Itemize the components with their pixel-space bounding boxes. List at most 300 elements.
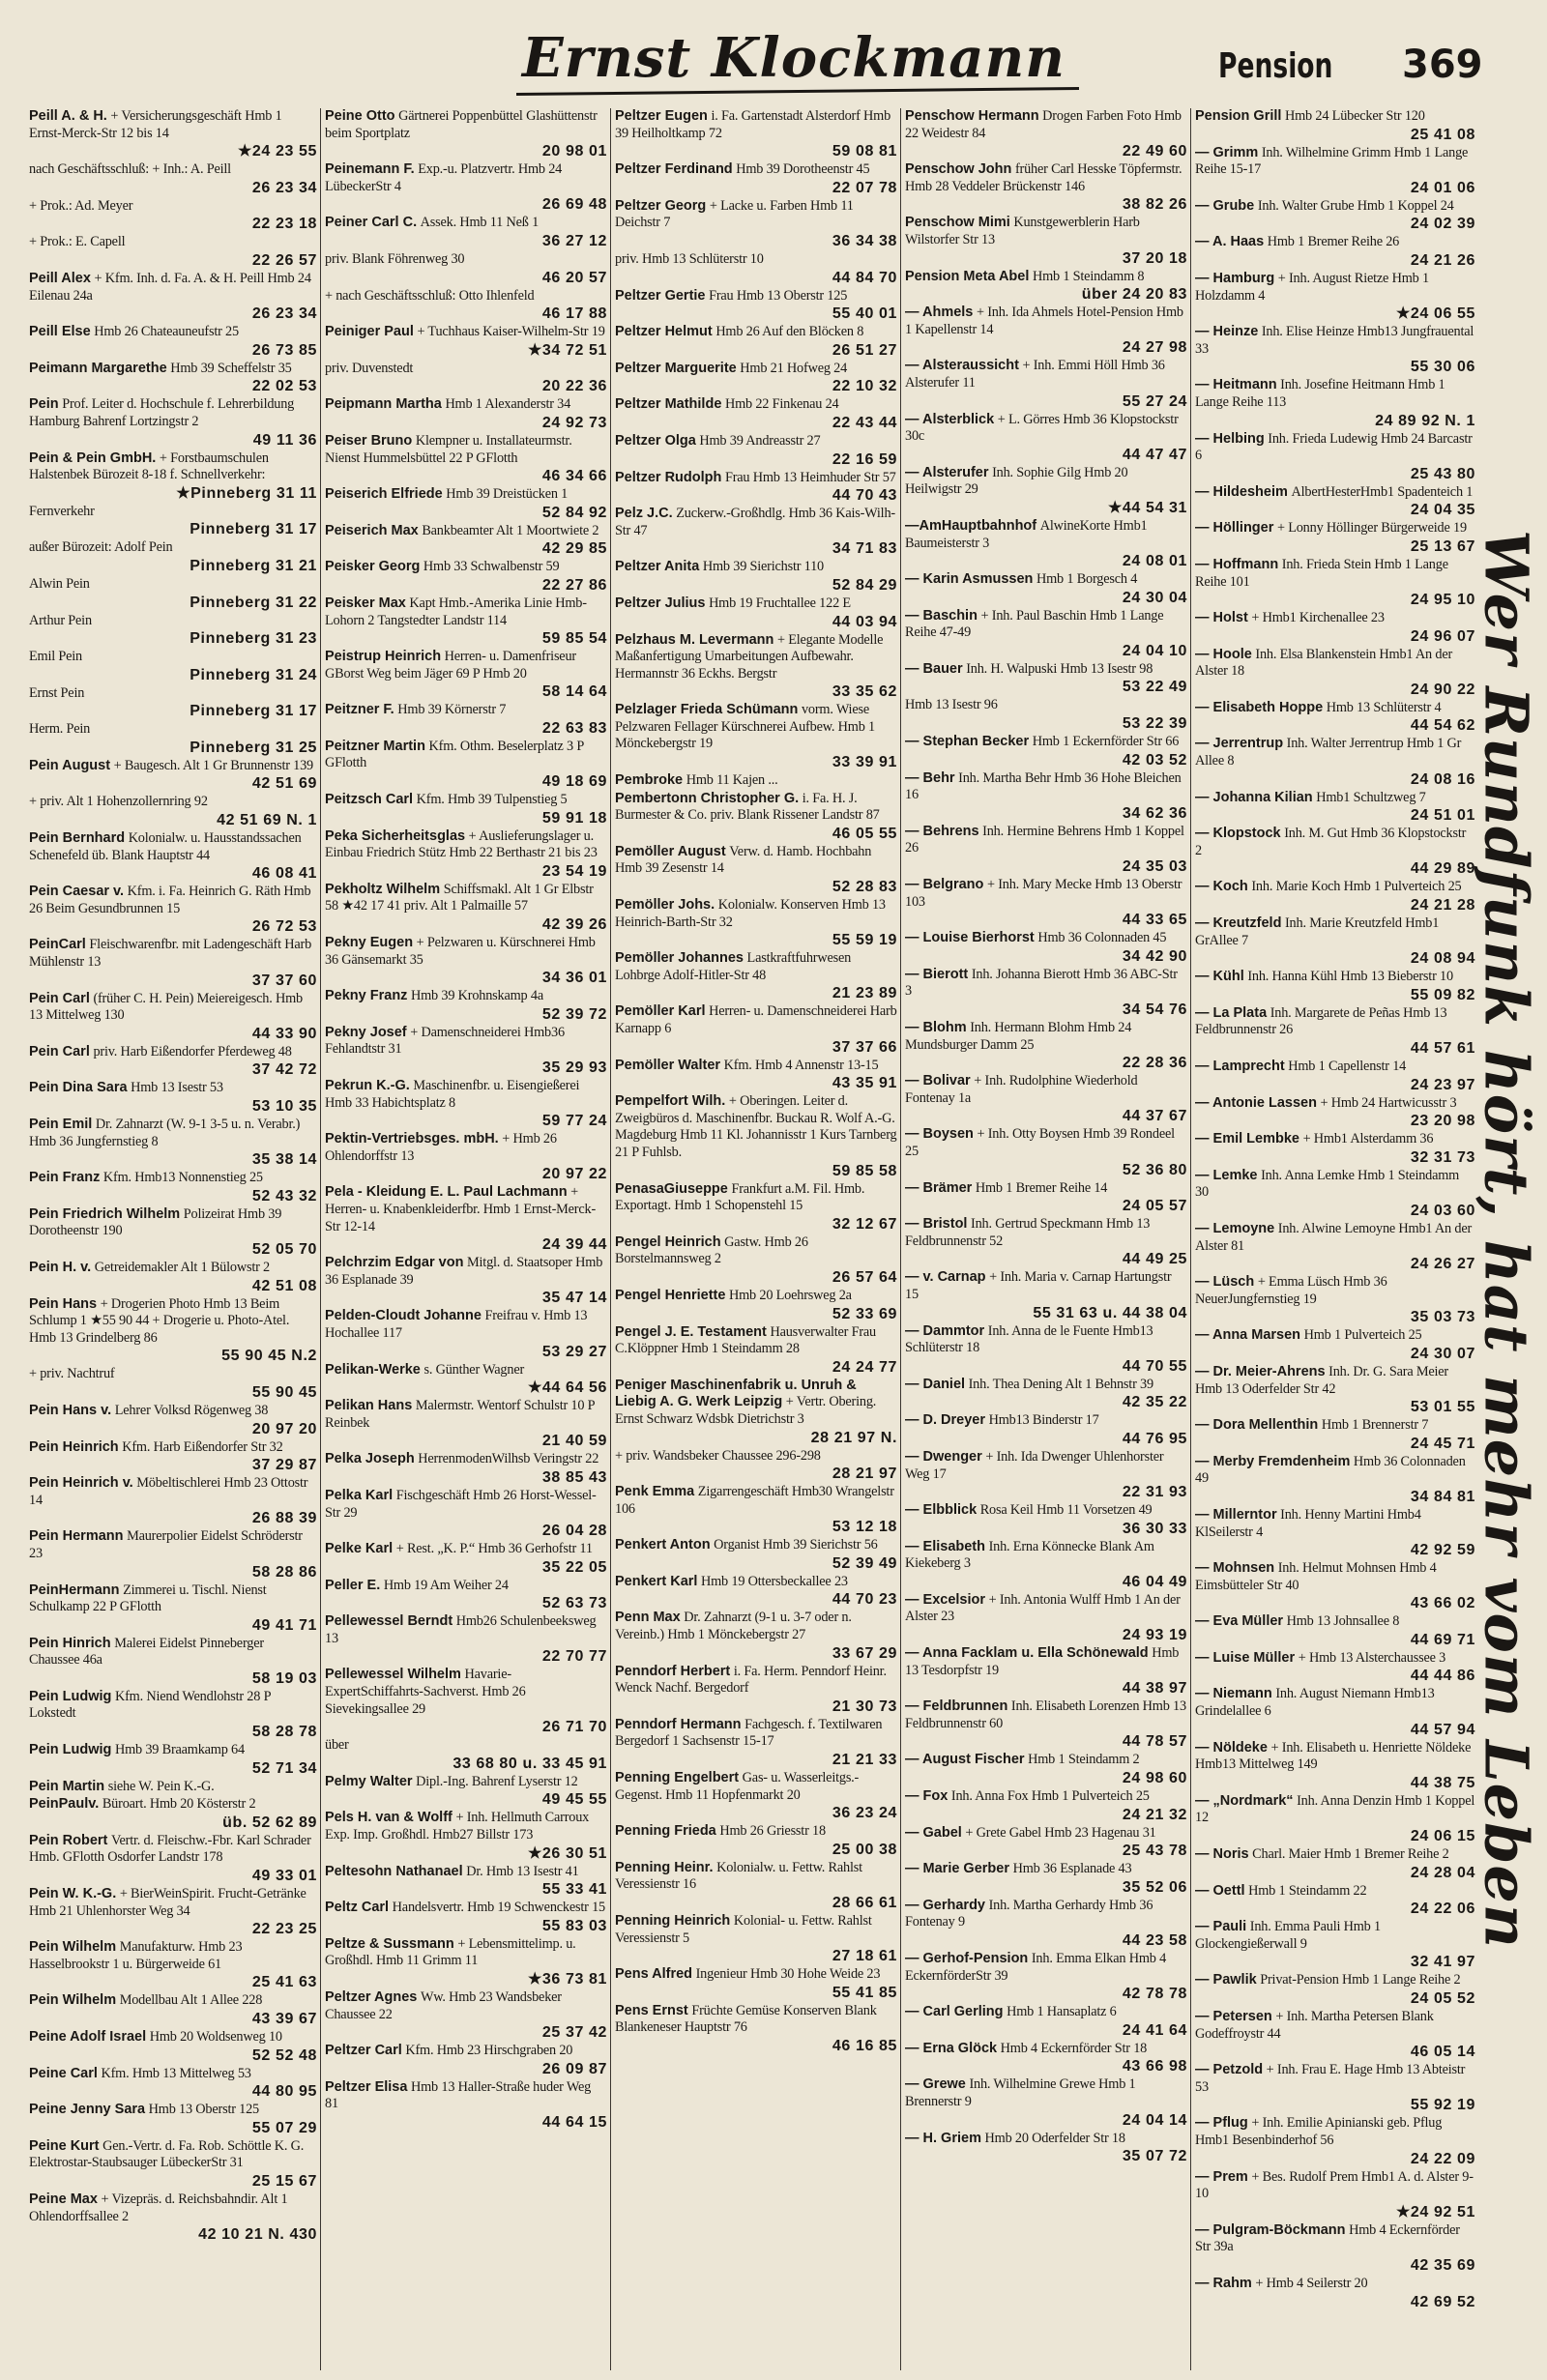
entry-name: Peitzner F.: [325, 702, 394, 718]
entry-name: Pein Heinrich: [29, 1438, 119, 1455]
entry-line: [325, 433, 607, 467]
entry-line: [1195, 520, 1475, 537]
directory-entry: [29, 1296, 317, 1366]
directory-entry: [29, 1742, 317, 1778]
entry-details: Dr. Zahnarzt (9-1 u. 3-7 oder n. Vereinb.) Hmb 1 Mönckebergstr 27: [615, 1610, 852, 1643]
entry-details: Inh. Dr. G. Sara Meier Hmb 13 Oderfelder Str 42: [1195, 1363, 1448, 1397]
directory-entry: [615, 897, 897, 949]
entry-details: Hmb 19 Fruchtallee 122 E: [709, 595, 851, 611]
entry-phone: 25 13 67: [1410, 537, 1475, 555]
entry-name: — Gerhardy: [905, 1897, 985, 1913]
entry-phone: 20 22 36: [541, 378, 607, 395]
directory-entry: [1195, 1686, 1475, 1738]
directory-entry: [1195, 1740, 1475, 1792]
entry-phone: 23 20 98: [1410, 1113, 1475, 1130]
entry-details: Gas- u. Wasserleitgs.-Gegenst. Hmb 11 Hopfenmarkt 20: [615, 1770, 860, 1803]
entry-phone: üb. 52 62 89: [222, 1814, 317, 1831]
entry-phone: ★26 30 51: [527, 1844, 607, 1862]
entry-phone: 43 66 98: [1122, 2058, 1187, 2075]
entry-name: — Pflug: [1195, 2115, 1248, 2132]
entry-details: Handelsvertr. Hmb 19 Schwenckestr 15: [392, 1900, 605, 1916]
entry-line: [1195, 324, 1475, 358]
entry-details: + Prok.: Ad. Meyer: [29, 197, 133, 214]
entry-phone: 26 09 87: [541, 2060, 607, 2077]
entry-line: [325, 1989, 607, 2023]
entry-name: Pein Robert: [29, 1832, 108, 1848]
entry-name: — Pawlik: [1195, 1972, 1257, 1988]
entry-details: + Inh. Ida Ahmels Hotel-Pension Hmb 1 Kapellenstr 14: [905, 305, 1183, 337]
entry-name: Pekny Eugen: [325, 935, 414, 951]
entry-name: — Hoffmann: [1195, 556, 1279, 572]
entry-phone: Pinneberg 31 21: [190, 557, 317, 574]
directory-entry: [29, 108, 317, 160]
entry-name: Pein Martin: [29, 1778, 105, 1794]
entry-details: + Elegante Modelle Maßanfertigung Umarbeitungen Aufbewahr. Hermannstr 36 Eckhs. Bergstr: [615, 631, 884, 682]
directory-entry: [615, 2003, 897, 2055]
directory-entry: [615, 632, 897, 702]
entry-name: Pemöller Johannes: [615, 950, 744, 967]
entry-line: [1195, 879, 1475, 896]
entry-phone: 33 67 29: [832, 1644, 897, 1662]
entry-phone: 24 28 04: [1410, 1864, 1475, 1881]
directory-entry: [1195, 969, 1475, 1004]
entry-phone: 44 57 94: [1410, 1721, 1475, 1738]
entry-name: Pelke Karl: [325, 1541, 394, 1557]
entry-name: Penndorf Herbert: [615, 1663, 731, 1679]
entry-name: Peisker Georg: [325, 559, 421, 575]
entry-phone: 24 06 15: [1410, 1828, 1475, 1845]
entry-line: [615, 1003, 897, 1037]
entry-details: Hausverwalter Frau C.Klöppner Hmb 1 Steindamm 28: [615, 1323, 876, 1357]
entry-line: [905, 1898, 1187, 1931]
entry-details: (früher C. H. Pein) Meiereigesch. Hmb 13 Mittelweg 130: [29, 990, 303, 1024]
directory-entry: [615, 1717, 897, 1769]
entry-name: — Baschin: [905, 607, 978, 624]
entry-name: Peiserich Elfriede: [325, 486, 443, 503]
directory-entry: [905, 1752, 1187, 1787]
entry-details: + Hmb 24 Hartwicusstr 3: [1320, 1094, 1457, 1111]
entry-phone: 44 33 90: [251, 1025, 317, 1042]
entry-phone: 44 64 15: [541, 2113, 607, 2131]
directory-entry: [29, 576, 317, 612]
directory-entry: [29, 991, 317, 1043]
entry-details: Inh. Sophie Gilg Hmb 20 Heilwigstr 29: [905, 464, 1128, 498]
entry-phone: 43 35 91: [832, 1075, 897, 1092]
entry-phone: 25 43 80: [1410, 465, 1475, 482]
entry-name: Pemöller Karl: [615, 1003, 706, 1020]
entry-phone: 25 00 38: [832, 1841, 897, 1858]
entry-phone: 53 22 39: [1122, 715, 1187, 733]
entry-details: + Versicherungsgeschäft Hmb 1 Ernst-Merck-Str 12 bis 14: [29, 108, 282, 141]
entry-details: Hmb 1 Brennerstr 7: [1321, 1417, 1429, 1434]
directory-entry: [905, 1216, 1187, 1268]
entry-name: Peill Alex: [29, 270, 91, 286]
directory-entry: [1195, 145, 1475, 197]
entry-line: [1195, 915, 1475, 949]
entry-phone: 23 54 19: [541, 862, 607, 880]
entry-phone: 49 33 01: [251, 1868, 317, 1885]
entry-phone: 55 92 19: [1410, 2097, 1475, 2114]
directory-entry: [615, 1574, 897, 1610]
entry-details: Kolonialw. u. Hausstandssachen Schenefeld üb. Blank Hauptstr 44: [29, 830, 302, 863]
directory-entry: [29, 1636, 317, 1688]
entry-details: Inh. Anna Lemke Hmb 1 Steindamm 30: [1195, 1167, 1460, 1201]
directory-entry: [905, 930, 1187, 966]
entry-name: Pemöller Walter: [615, 1057, 721, 1073]
directory-entry: [615, 1003, 897, 1056]
entry-phone: 20 97 20: [251, 1420, 317, 1437]
entry-details: Frau Hmb 13 Heimhuder Str 57: [724, 469, 896, 485]
entry-details: Frau Hmb 13 Oberstr 125: [709, 287, 848, 304]
entry-name: Pelz J.C.: [615, 506, 673, 522]
entry-phone: 58 28 86: [251, 1563, 317, 1581]
directory-entry: [905, 1180, 1187, 1216]
entry-name: Penk Emma: [615, 1484, 695, 1500]
entry-details: Vertr. d. Fleischw.-Fbr. Karl Schrader Hmb. GFlotth Osdorfer Landstr 178: [29, 1832, 311, 1866]
entry-name: Penning Frieda: [615, 1823, 716, 1840]
directory-entry: [1195, 736, 1475, 788]
entry-line: [325, 1936, 607, 1970]
entry-details: nach Geschäftsschluß: + Inh.: A. Peill: [29, 161, 231, 178]
entry-details: Hmb 1 Pulverteich 25: [1303, 1327, 1422, 1344]
entry-line: [905, 465, 1187, 499]
entry-line: [29, 396, 317, 430]
entry-name: Peimann Margarethe: [29, 360, 167, 376]
entry-phone: Pinneberg 31 17: [190, 521, 317, 538]
entry-phone: 46 17 88: [541, 305, 607, 323]
entry-details: Inh. Anna de le Fuente Hmb13 Schlüterstr 18: [905, 1322, 1153, 1356]
entry-line: [615, 1484, 897, 1518]
entry-details: Kfm. Hmb13 Nonnenstieg 25: [102, 1170, 263, 1186]
directory-entry: [1195, 1919, 1475, 1971]
directory-entry: [905, 734, 1187, 769]
directory-entry: [615, 1537, 897, 1573]
entry-name: — Heitmann: [1195, 377, 1277, 393]
directory-entry: [325, 882, 607, 934]
column-divider: [900, 108, 901, 2370]
entry-phone: 42 10 21 N. 430: [198, 2226, 317, 2244]
entry-line: [29, 450, 317, 484]
directory-entry: [29, 161, 317, 197]
entry-name: Pein Friedrich Wilhelm: [29, 1205, 181, 1222]
entry-name: Peipmann Martha: [325, 396, 442, 413]
entry-line: [29, 1403, 317, 1420]
directory-entry: [325, 396, 607, 432]
entry-phone: 24 45 71: [1410, 1435, 1475, 1452]
directory-column-3: [615, 108, 897, 2370]
entry-name: — Dwenger: [905, 1448, 982, 1465]
entry-phone: 55 59 19: [832, 932, 897, 949]
entry-phone: 22 28 36: [1122, 1055, 1187, 1072]
entry-name: — Alsterblick: [905, 411, 995, 427]
entry-name: Pein Hans v.: [29, 1402, 112, 1418]
directory-entry: [29, 1939, 317, 1991]
entry-details: Hmb 36 Esplanade 43: [1012, 1861, 1132, 1877]
entry-name: Peltzer Ferdinand: [615, 161, 733, 178]
entry-details: + Hmb 26 Ohlendorffstr 13: [325, 1131, 557, 1164]
entry-details: + Emma Lüsch Hmb 36 NeuerJungfernstieg 19: [1195, 1274, 1387, 1307]
entry-name: — Stephan Becker: [905, 734, 1030, 750]
directory-entry: [325, 1541, 607, 1577]
entry-phone: 22 43 44: [832, 414, 897, 431]
entry-details: Hmb 39 Andreasstr 27: [699, 432, 821, 449]
entry-phone: 58 28 78: [251, 1724, 317, 1741]
entry-details: Inh. Anna Fox Hmb 1 Pulverteich 25: [950, 1788, 1150, 1805]
entry-details: + L. Görres Hmb 36 Klopstockstr 30c: [905, 411, 1179, 445]
entry-name: — Grimm: [1195, 144, 1259, 160]
entry-phone: 53 22 49: [1122, 679, 1187, 696]
entry-line: [325, 1864, 607, 1881]
directory-entry: [325, 108, 607, 160]
entry-name: Pela - Kleidung E. L. Paul Lachmann: [325, 1184, 568, 1201]
entry-name: Peltzer Helmut: [615, 324, 713, 340]
entry-line: [325, 649, 607, 682]
directory-entry: [1195, 108, 1475, 144]
directory-entry: [615, 702, 897, 771]
entry-line: [1195, 1059, 1475, 1076]
entry-phone: 26 23 34: [251, 179, 317, 196]
entry-name: Pelzhaus M. Levermann: [615, 631, 774, 648]
directory-entry: [29, 539, 317, 575]
entry-phone: 24 35 03: [1122, 858, 1187, 876]
entry-phone: 32 31 73: [1410, 1148, 1475, 1166]
entry-phone: 24 96 07: [1410, 627, 1475, 645]
entry-details: + Baugesch. Alt 1 Gr Brunnenstr 139: [113, 757, 313, 773]
entry-details: priv. Blank Föhrenweg 30: [325, 250, 465, 267]
entry-phone: 37 42 72: [251, 1061, 317, 1079]
entry-phone: 44 38 97: [1122, 1680, 1187, 1698]
entry-line: [615, 950, 897, 984]
directory-entry: [29, 2029, 317, 2065]
entry-details: Hmb 36 Colonnaden 49: [1195, 1453, 1466, 1487]
directory-entry: [1195, 1507, 1475, 1559]
entry-details: Inh. Thea Dening Alt 1 Behnstr 39: [968, 1376, 1153, 1392]
entry-line: [1195, 1560, 1475, 1594]
entry-line: [325, 1578, 607, 1595]
directory-entry: [1195, 1972, 1475, 2008]
entry-details: + Bes. Rudolf Prem Hmb1 A. d. Alster 9-10: [1195, 2168, 1474, 2202]
directory-entry: [325, 324, 607, 360]
directory-entry: [29, 1582, 317, 1635]
entry-line: [325, 486, 607, 504]
entry-details: Alwin Pein: [29, 575, 90, 592]
entry-name: — Louise Bierhorst: [905, 930, 1035, 946]
entry-name: Peine Otto: [325, 108, 395, 124]
entry-line: [1195, 1005, 1475, 1039]
entry-phone: 44 69 71: [1410, 1631, 1475, 1648]
directory-entry: [1195, 271, 1475, 323]
entry-name: — Grube: [1195, 197, 1255, 214]
entry-details: Hmb 39 Körnerstr 7: [397, 702, 507, 718]
entry-details: Inh. Wilhelmine Grimm Hmb 1 Lange Reihe 15-17: [1195, 144, 1469, 178]
entry-phone: 22 07 78: [832, 179, 897, 196]
entry-name: — Marie Gerber: [905, 1861, 1009, 1877]
entry-line: [29, 361, 317, 378]
entry-line: [905, 1951, 1187, 1985]
entry-details: Hmb 1 Steindamm 22: [1248, 1882, 1367, 1899]
entry-details: Privat-Pension Hmb 1 Lange Reihe 2: [1260, 1972, 1461, 1988]
entry-details: Inh. Helmut Mohnsen Hmb 4 Eimsbütteler Str 40: [1195, 1560, 1437, 1593]
entry-name: Pekholtz Wilhelm: [325, 881, 441, 897]
directory-entry: [325, 559, 607, 595]
entry-details: Inh. Marie Kreutzfeld Hmb1 GrAllee 7: [1195, 915, 1440, 948]
entry-details: Hmb 1 Steindamm 2: [1028, 1752, 1140, 1768]
entry-name: — Kühl: [1195, 969, 1244, 985]
entry-line: [1195, 377, 1475, 411]
directory-entry: [615, 1093, 897, 1179]
directory-entry: [905, 269, 1187, 305]
entry-details: Hmb 33 Schwalbenstr 59: [423, 559, 560, 575]
entry-phone: 43 66 02: [1410, 1595, 1475, 1612]
entry-details: Dipl.-Ing. Bahrenf Lyserstr 12: [416, 1773, 578, 1789]
entry-line: [325, 288, 607, 305]
entry-details: Inh. Marie Koch Hmb 1 Pulverteich 25: [1251, 879, 1462, 895]
entry-line: [29, 1044, 317, 1061]
entry-line: [905, 1788, 1187, 1806]
directory-entry: [325, 1362, 607, 1398]
entry-phone: ★24 06 55: [1395, 305, 1475, 323]
entry-name: Peltesohn Nathanael: [325, 1863, 463, 1879]
entry-name: — Boysen: [905, 1126, 974, 1143]
entry-phone: 52 63 73: [541, 1595, 607, 1612]
entry-details: Inh. Emma Elkan Hmb 4 EckernförderStr 39: [905, 1951, 1167, 1984]
entry-details: Hmb26 Schulenbeeksweg 13: [325, 1613, 597, 1646]
entry-phone: ★44 64 56: [527, 1379, 607, 1397]
entry-line: [615, 1823, 897, 1841]
directory-entry: [1195, 2062, 1475, 2114]
directory-entry: [615, 1823, 897, 1859]
entry-phone: Pinneberg 31 24: [190, 666, 317, 683]
entry-name: — Dammtor: [905, 1322, 985, 1339]
entry-line: [29, 1833, 317, 1867]
entry-line: [29, 1366, 317, 1383]
entry-phone: 38 85 43: [541, 1468, 607, 1486]
entry-phone: 33 35 62: [832, 683, 897, 701]
entry-name: Peine Carl: [29, 2065, 98, 2081]
entry-line: [29, 1779, 317, 1796]
entry-phone: 42 78 78: [1122, 1986, 1187, 2003]
directory-entry: [29, 613, 317, 649]
entry-line: [1195, 1131, 1475, 1148]
directory-entry: [615, 433, 897, 469]
directory-entry: [29, 1260, 317, 1295]
entry-line: [615, 791, 897, 825]
entry-details: Hmb 11 Kajen ...: [686, 772, 778, 789]
entry-details: priv. Harb Eißendorfer Pferdeweg 48: [93, 1043, 292, 1059]
entry-line: [615, 1234, 897, 1268]
entry-line: [615, 161, 897, 179]
entry-line: [29, 937, 317, 971]
entry-phone: 55 41 85: [832, 1984, 897, 2001]
entry-line: [1195, 2222, 1475, 2256]
entry-phone: 24 08 01: [1122, 553, 1187, 570]
entry-phone: 21 40 59: [541, 1433, 607, 1450]
directory-entry: [325, 739, 607, 791]
entry-phone: 59 08 81: [832, 143, 897, 160]
column-divider: [1190, 108, 1191, 2370]
entry-line: [615, 2003, 897, 2037]
entry-details: Drogen Farben Foto Hmb 22 Weidestr 84: [905, 108, 1182, 141]
entry-name: Pension Grill: [1195, 108, 1282, 124]
entry-line: [29, 1439, 317, 1457]
entry-phone: 42 35 69: [1410, 2256, 1475, 2274]
entry-line: [325, 1131, 607, 1165]
entry-phone: 44 84 70: [832, 269, 897, 286]
directory-entry: [325, 1308, 607, 1360]
directory-entry: [29, 1475, 317, 1527]
entry-phone: 22 31 93: [1122, 1484, 1187, 1501]
entry-details: Inh. Wilhelmine Grewe Hmb 1 Brennerstr 9: [905, 2076, 1136, 2109]
entry-details: + Hmb 13 Alsterchaussee 3: [1298, 1649, 1446, 1666]
entry-line: [29, 1260, 317, 1277]
entry-phone: 52 36 80: [1122, 1161, 1187, 1178]
entry-details: Kolonialw. u. Fettw. Rahlst Veressienstr 16: [615, 1859, 862, 1893]
entry-phone: 24 21 28: [1410, 897, 1475, 914]
entry-details: i. Fa. Herm. Penndorf Heinr. Wenck Nachf. Bergedorf: [615, 1663, 887, 1697]
directory-entry: [615, 1770, 897, 1822]
entry-line: [1195, 1417, 1475, 1435]
entry-phone: 53 12 18: [832, 1519, 897, 1536]
entry-name: — Höllinger: [1195, 520, 1274, 537]
entry-phone: über 24 20 83: [1081, 286, 1187, 304]
entry-name: — Kreutzfeld: [1195, 915, 1282, 932]
entry-details: Hmb 24 Lübecker Str 120: [1285, 108, 1425, 124]
entry-phone: 38 82 26: [1122, 196, 1187, 214]
entry-name: Penschow Mimi: [905, 215, 1010, 231]
directory-entry: [325, 361, 607, 396]
entry-details: Arthur Pein: [29, 612, 92, 628]
entry-phone: 24 05 57: [1122, 1198, 1187, 1215]
entry-name: Peinemann F.: [325, 161, 415, 178]
entry-phone: 20 98 01: [541, 143, 607, 160]
entry-line: [905, 1539, 1187, 1573]
directory-entry: [325, 1131, 607, 1183]
directory-entry: [29, 1044, 317, 1080]
entry-line: [905, 1269, 1187, 1303]
entry-name: Peka Sicherheitsglas: [325, 827, 466, 844]
entry-name: — Luise Müller: [1195, 1649, 1296, 1666]
entry-name: Pellewessel Berndt: [325, 1613, 453, 1630]
entry-name: Pein Heinrich v.: [29, 1475, 133, 1492]
entry-phone: 46 04 49: [1122, 1573, 1187, 1590]
entry-line: [29, 721, 317, 739]
entry-line: [29, 794, 317, 811]
entry-phone: 22 23 18: [251, 216, 317, 233]
entry-line: [1195, 1972, 1475, 1989]
entry-phone: ★36 73 81: [527, 1971, 607, 1988]
directory-entry: [1195, 1613, 1475, 1649]
entry-line: [325, 1737, 607, 1755]
section-title: Pension: [1218, 46, 1333, 86]
entry-name: Pein H. v.: [29, 1259, 92, 1275]
entry-details: Organist Hmb 39 Sierichstr 56: [714, 1537, 878, 1553]
entry-line: [905, 2076, 1187, 2110]
entry-details: Verw. d. Hamb. Hochbahn Hmb 39 Zesenstr 14: [615, 843, 872, 877]
page-number: 369: [1402, 43, 1483, 87]
entry-line: [325, 1900, 607, 1917]
entry-name: Peitzsch Carl: [325, 792, 414, 808]
entry-name: Peltzer Rudolph: [615, 469, 722, 485]
entry-name: — Merby Fremdenheim: [1195, 1453, 1351, 1469]
entry-phone: 44 70 55: [1122, 1357, 1187, 1375]
entry-details: Inh. Walter Jerrentrup Hmb 1 Gr Allee 8: [1195, 736, 1462, 769]
entry-line: [1195, 234, 1475, 251]
directory-entry: [615, 506, 897, 558]
directory-entry: [905, 2041, 1187, 2076]
directory-entry: [905, 824, 1187, 876]
entry-details: über: [325, 1737, 349, 1754]
entry-phone: 35 22 05: [541, 1558, 607, 1576]
